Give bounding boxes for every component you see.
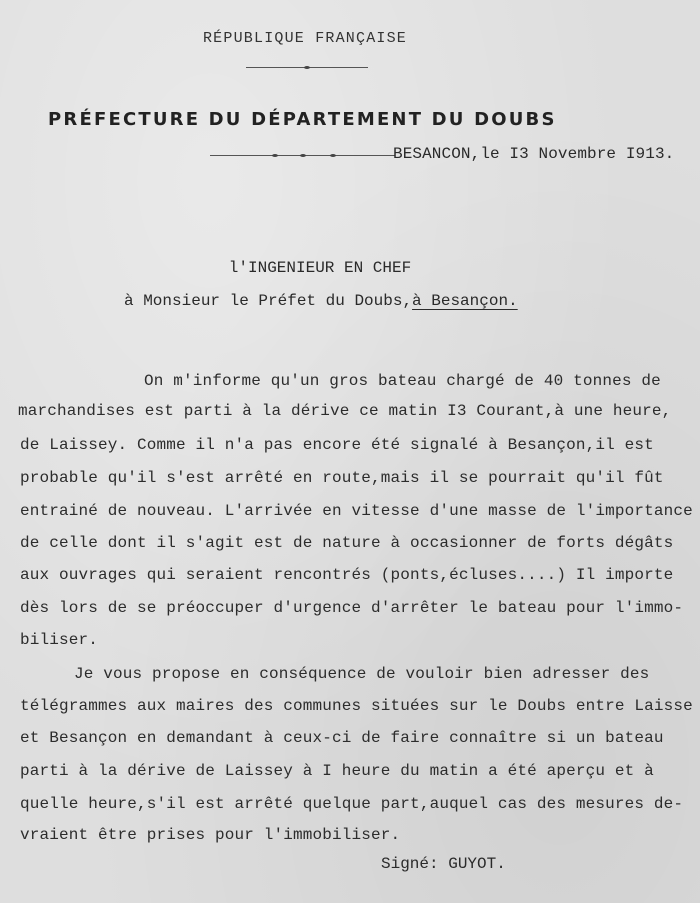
text-line: Je vous propose en conséquence de vouloir bien adresser des <box>74 665 650 683</box>
recipient-line <box>124 292 518 310</box>
text-line: et Besançon en demandant à ceux-ci de faire connaître si un bateau <box>20 729 664 747</box>
text-line: quelle heure,s'il est arrêté quelque part,auquel cas des mesures de- <box>20 795 684 813</box>
text-line: biliser. <box>20 631 99 649</box>
text-line: dès lors de se préoccuper d'urgence d'arrêter le bateau pour l'immo- <box>20 599 684 617</box>
text-line: de celle dont il s'agit est de nature à occasionner de forts dégâts <box>20 534 674 552</box>
text-line: On m'informe qu'un gros bateau chargé de 40 tonnes de <box>144 372 661 390</box>
text-line: marchandises est parti à la dérive ce matin I3 Courant,à une heure, <box>18 402 672 420</box>
text-line: parti à la dérive de Laissey à I heure du matin a été aperçu et à <box>20 762 654 780</box>
text-line: probable qu'il s'est arrêté en route,mais il se pourrait qu'il fût <box>20 469 664 487</box>
prefecture-heading: PRÉFECTURE DU DÉPARTEMENT DU DOUBS <box>48 109 557 130</box>
signature: Signé: GUYOT. <box>381 855 506 873</box>
republic-heading: RÉPUBLIQUE FRANÇAISE <box>202 30 408 47</box>
recipient-prefix: à Monsieur le Préfet du Doubs, <box>124 292 413 310</box>
text-line: entrainé de nouveau. L'arrivée en vitesse d'une masse de l'importance <box>20 502 693 520</box>
text-line: télégrammes aux maires des communes situées sur le Doubs entre Laisse <box>20 697 693 715</box>
text-line: de Laissey. Comme il n'a pas encore été signalé à Besançon,il est <box>20 436 654 454</box>
text-line: aux ouvrages qui seraient rencontrés (ponts,écluses....) Il importe <box>20 566 674 584</box>
sender-line: l'INGENIEUR EN CHEF <box>228 259 412 277</box>
recipient-place: à Besançon. <box>412 292 518 310</box>
text-line: vraient être prises pour l'immobiliser. <box>20 826 401 844</box>
dateline: BESANCON,le I3 Novembre I913. <box>393 145 675 163</box>
